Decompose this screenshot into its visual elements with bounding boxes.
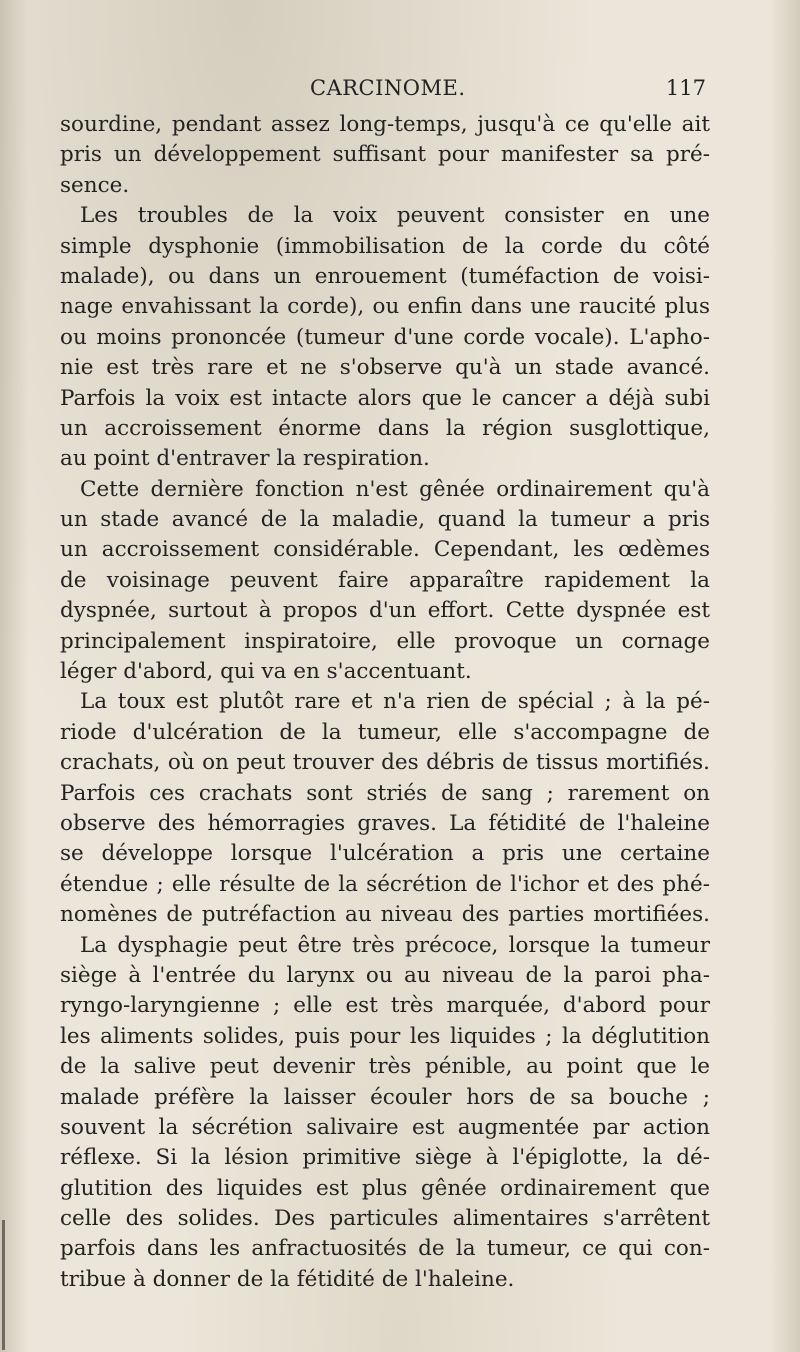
page-number: 117 bbox=[665, 76, 706, 100]
text-line: malade préfère la laisser écouler hors de sa bouche ; bbox=[60, 1084, 710, 1110]
text-line: sourdine, pendant assez long-temps, jusqu'à ce qu'elle ait bbox=[60, 112, 710, 137]
text-line: souvent la sécrétion salivaire est augmentée par action bbox=[60, 1114, 710, 1140]
text-line: celle des solides. Des particules alimentaires s'arrêtent bbox=[60, 1206, 710, 1232]
text-line: tribue à donner de la fétidité de l'haleine. bbox=[60, 1266, 515, 1292]
text-line: simple dysphonie (immobilisation de la corde du côté bbox=[60, 233, 710, 259]
text-line: nie est très rare et ne s'observe qu'à un stade avancé. bbox=[60, 355, 710, 381]
text-line: un stade avancé de la maladie, quand la tumeur a pris bbox=[60, 507, 710, 533]
text-line: léger d'abord, qui va en s'accentuant. bbox=[60, 659, 472, 685]
text-line: riode d'ulcération de la tumeur, elle s'accompagne de bbox=[60, 719, 710, 745]
text-line: dyspnée, surtout à propos d'un effort. Cette dyspnée est bbox=[60, 598, 710, 624]
text-line: de voisinage peuvent faire apparaître rapidement la bbox=[60, 567, 710, 593]
text-line: un accroissement énorme dans la région susglottique, bbox=[60, 415, 710, 441]
text-line: glutition des liquides est plus gênée ordinairement que bbox=[60, 1175, 710, 1201]
text-line: Les troubles de la voix peuvent consister en une bbox=[80, 203, 710, 229]
text-line: La dysphagie peut être très précoce, lorsque la tumeur bbox=[80, 932, 710, 958]
text-line: La toux est plutôt rare et n'a rien de spécial ; à la pé- bbox=[80, 689, 710, 715]
text-line: malade), ou dans un enrouement (tuméfaction de voisi- bbox=[60, 263, 710, 289]
text-line: principalement inspiratoire, elle provoque un cornage bbox=[60, 628, 710, 654]
text-line: étendue ; elle résulte de la sécrétion de l'ichor et des phé- bbox=[60, 871, 710, 897]
text-line: réflexe. Si la lésion primitive siège à l'épiglotte, la dé- bbox=[60, 1145, 710, 1171]
text-line: nomènes de putréfaction au niveau des parties mortifiées. bbox=[60, 902, 710, 928]
text-line: de la salive peut devenir très pénible, au point que le bbox=[60, 1054, 710, 1080]
text-line: pris un développement suffisant pour manifester sa pré- bbox=[60, 142, 710, 168]
text-line: parfois dans les anfractuosités de la tumeur, ce qui con- bbox=[60, 1236, 710, 1262]
text-line: siège à l'entrée du larynx ou au niveau de la paroi pha- bbox=[60, 962, 710, 988]
text-line: observe des hémorragies graves. La fétidité de l'haleine bbox=[60, 810, 710, 836]
text-line: Parfois la voix est intacte alors que le cancer a déjà subi bbox=[60, 385, 710, 411]
running-title: CARCINOME. bbox=[310, 76, 466, 100]
text-line: ryngo-laryngienne ; elle est très marquée, d'abord pour bbox=[60, 993, 710, 1019]
text-line: ou moins prononcée (tumeur d'une corde vocale). L'apho- bbox=[60, 324, 710, 350]
text-line: se développe lorsque l'ulcération a pris une certaine bbox=[60, 841, 710, 867]
text-line: les aliments solides, puis pour les liquides ; la déglutition bbox=[60, 1023, 710, 1049]
text-line: Cette dernière fonction n'est gênée ordinairement qu'à bbox=[80, 476, 710, 502]
text-line: sence. bbox=[60, 172, 130, 198]
page-edge-shadow bbox=[2, 1220, 5, 1350]
text-line: un accroissement considérable. Cependant, les œdèmes bbox=[60, 537, 710, 563]
text-line: crachats, où on peut trouver des débris de tissus mortifiés. bbox=[60, 750, 710, 776]
body-text bbox=[60, 110, 710, 1295]
text-line: nage envahissant la corde), ou enfin dans une raucité plus bbox=[60, 294, 710, 320]
text-line: au point d'entraver la respiration. bbox=[60, 446, 430, 472]
page-header bbox=[60, 68, 708, 108]
text-line: Parfois ces crachats sont striés de sang ; rarement on bbox=[60, 780, 710, 806]
